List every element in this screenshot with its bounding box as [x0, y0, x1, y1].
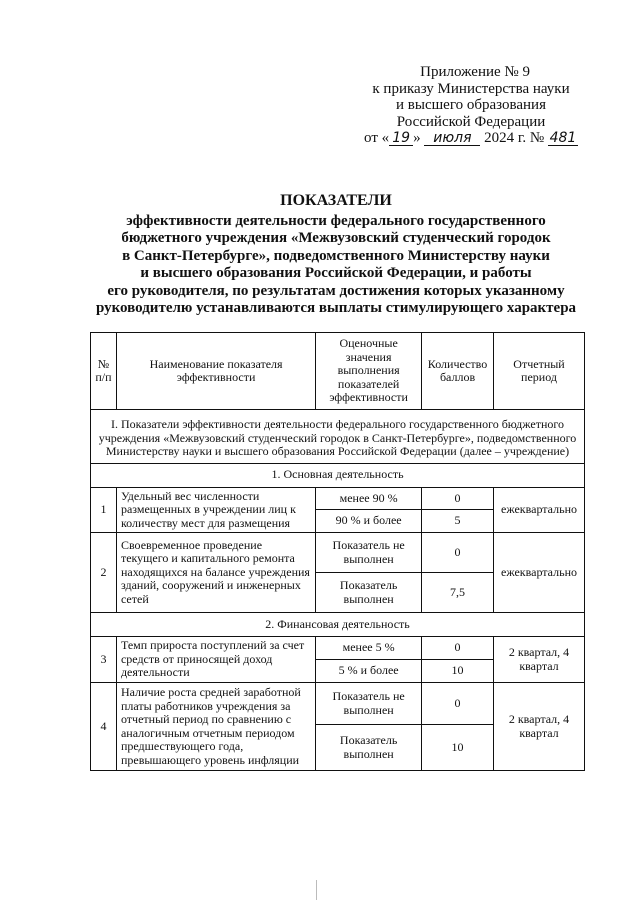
- score-cell: 5: [422, 510, 494, 533]
- row-number: 3: [91, 637, 117, 683]
- table-row: [91, 683, 585, 725]
- table-header-row: [91, 333, 585, 410]
- period-cell: 2 квартал, 4 квартал: [494, 637, 585, 683]
- header-num: № п/п: [91, 333, 117, 410]
- row-number: 2: [91, 533, 117, 613]
- indicator-name: Темп прироста поступлений за счет средств от приносящей доход деятельности: [116, 637, 315, 683]
- value-cell: Показатель выполнен: [316, 725, 422, 771]
- indicator-name: Удельный вес численности размещенных в учреждении лиц к количеству мест для размещения: [116, 487, 315, 533]
- appendix-line: к приказу Министерства науки: [372, 80, 570, 97]
- indicator-name: Своевременное проведение текущего и капитального ремонта находящихся на балансе учреждения зданий, сооружений и инженерных сетей: [116, 533, 315, 613]
- table-row: [91, 637, 585, 660]
- title-line: в Санкт-Петербурге», подведомственного Министерству науки: [122, 247, 550, 264]
- value-cell: 90 % и более: [316, 510, 422, 533]
- header-period: Отчетный период: [494, 333, 585, 410]
- title-heading: ПОКАЗАТЕЛИ: [280, 192, 392, 209]
- table-row: [91, 487, 585, 510]
- value-cell: Показатель не выполнен: [316, 683, 422, 725]
- appendix-block: [360, 64, 582, 147]
- handwritten-day: 19: [389, 131, 413, 146]
- table-row: [91, 533, 585, 573]
- header-name: Наименование показателя эффективности: [116, 333, 315, 410]
- document-title: [60, 192, 612, 318]
- title-line: бюджетного учреждения «Межвузовский студенческий городок: [121, 230, 551, 246]
- date-prefix: от «: [364, 130, 390, 146]
- title-line: его руководителя, по результатам достижения которых указанному: [107, 282, 565, 299]
- score-cell: 0: [422, 533, 494, 573]
- date-year: 2024 г. №: [484, 130, 545, 146]
- period-cell: 2 квартал, 4 квартал: [494, 683, 585, 771]
- subsection-title: 2. Финансовая деятельность: [91, 613, 585, 637]
- score-cell: 0: [422, 637, 494, 660]
- subsection-row: [91, 463, 585, 487]
- appendix-line: Российской Федерации: [396, 113, 546, 130]
- row-number: 1: [91, 487, 117, 533]
- value-cell: менее 90 %: [316, 487, 422, 510]
- order-date-line: [360, 130, 582, 147]
- section-title: I. Показатели эффективности деятельности федерального государственного бюджетного учреждения «Межвузовский студенческий городок в Санкт-Петербурге», подведомственного Министерству науки и высшего образования Российской Федерации (далее – учреждение): [91, 410, 585, 464]
- appendix-title: Приложение № 9: [420, 64, 530, 80]
- row-number: 4: [91, 683, 117, 771]
- value-cell: Показатель выполнен: [316, 573, 422, 613]
- header-values: Оценочные значения выполнения показателей эффективности: [316, 333, 422, 410]
- score-cell: 10: [422, 725, 494, 771]
- handwritten-month: июля: [424, 131, 480, 146]
- period-cell: ежеквартально: [494, 533, 585, 613]
- value-cell: 5 % и более: [316, 660, 422, 683]
- scan-artifact: [316, 880, 317, 900]
- date-mid: »: [413, 130, 421, 146]
- title-line: и высшего образования Российской Федерации, и работы: [140, 265, 532, 281]
- title-line: эффективности деятельности федерального государственного: [126, 212, 546, 229]
- score-cell: 10: [422, 660, 494, 683]
- period-cell: ежеквартально: [494, 487, 585, 533]
- score-cell: 0: [422, 487, 494, 510]
- title-line: руководителю устанавливаются выплаты стимулирующего характера: [95, 300, 577, 316]
- indicator-name: Наличие роста средней заработной платы работников учреждения за отчетный период по сравнению с аналогичным отчетным периодом предшествующего года, превышающего уровень инфляции: [116, 683, 315, 771]
- value-cell: Показатель не выполнен: [316, 533, 422, 573]
- value-cell: менее 5 %: [316, 637, 422, 660]
- score-cell: 0: [422, 683, 494, 725]
- appendix-line: и высшего образования: [396, 97, 546, 113]
- header-score: Количество баллов: [422, 333, 494, 410]
- score-cell: 7,5: [422, 573, 494, 613]
- indicators-table: [90, 332, 585, 771]
- handwritten-order-number: 481: [549, 130, 577, 146]
- section-row: [91, 410, 585, 464]
- subsection-title: 1. Основная деятельность: [91, 463, 585, 487]
- subsection-row: [91, 613, 585, 637]
